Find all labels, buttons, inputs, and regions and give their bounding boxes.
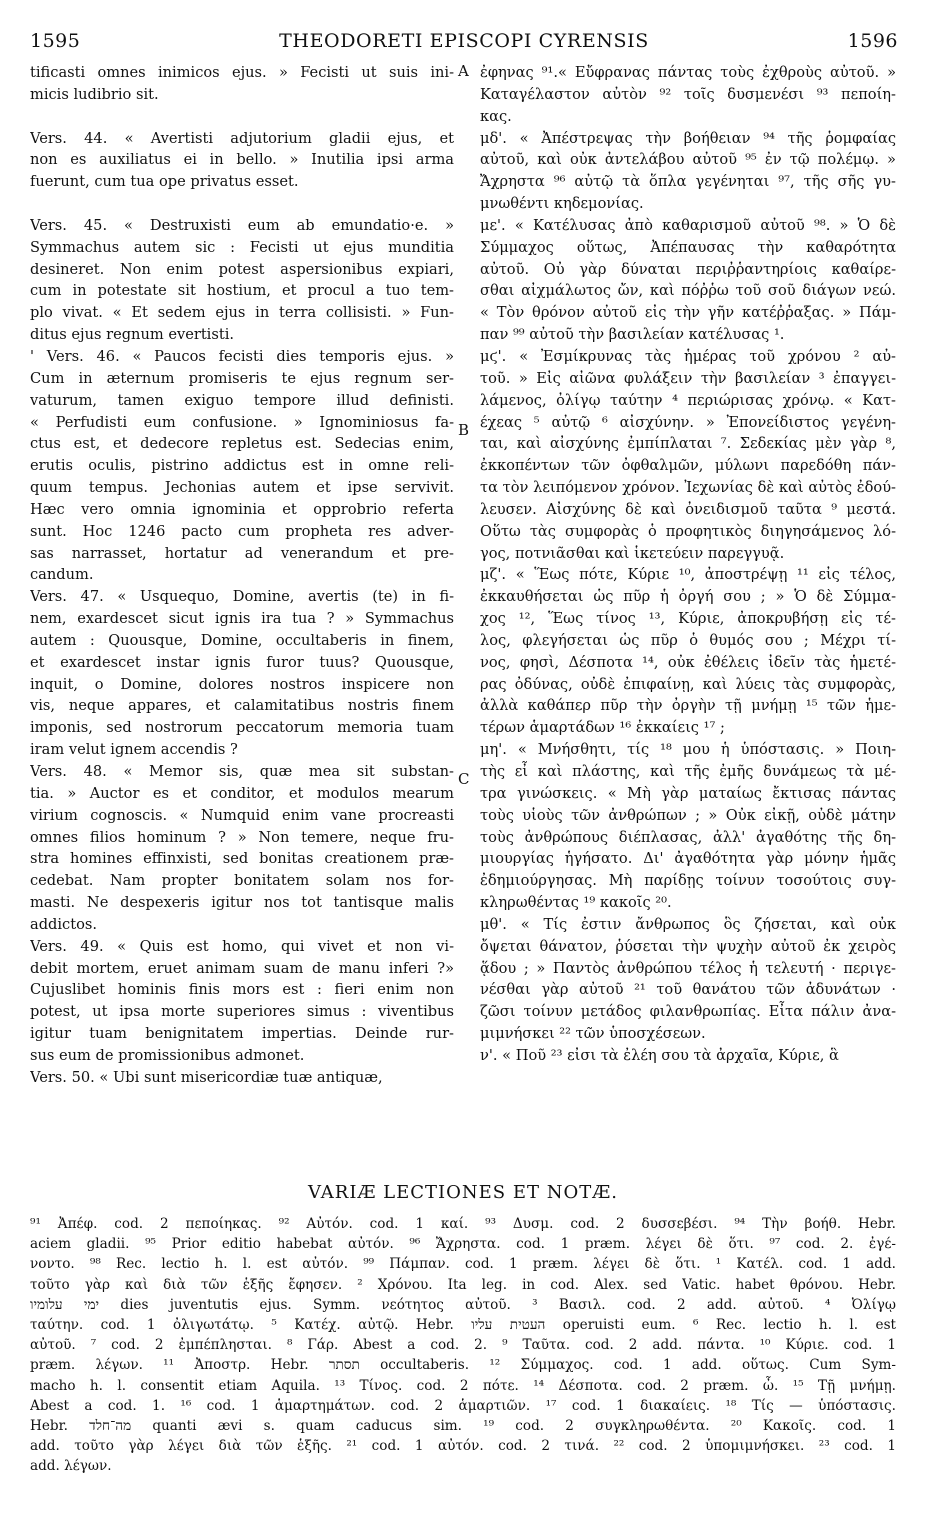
greek-text-line: κληρωθέντας ¹⁹ κακοῖς ²⁰.	[480, 894, 672, 912]
latin-text-line: ' Vers. 46. « Paucos fecisti dies temporis ejus. »	[30, 347, 454, 365]
latin-text-line: non es auxiliatus ei in bello. » Inutilia ipsi arma	[30, 151, 454, 169]
greek-text-line: αὐτοῦ, καὶ οὐκ ἀντελάβου αὐτοῦ ⁹⁵ ἐν τῷ πολέμῳ. »	[480, 151, 896, 169]
greek-text-line: « Τὸν θρόνον αὐτοῦ εἰς τὴν γῆν κατέῤῥαξας. » Πάμ-	[480, 304, 896, 322]
latin-text-spacer	[30, 193, 454, 215]
greek-text-line: έχεας ⁵ αὐτῷ ⁶ αἰσχύνην. » Ἐπονείδιστος γεγένη-	[480, 413, 896, 431]
latin-text-line: Vers. 49. « Quis est homo, qui vivet et non vi-	[30, 937, 454, 955]
note-line: aciem gladii. ⁹⁵ Prior editio habebat αὐτόν. ⁹⁶ Ἄχρηστα. cod. 1 præm. λέγει δὲ ὅτι. ⁹⁷ cod. 2. ἐγέ-	[30, 1236, 896, 1253]
greek-text-line: λος, φλεγήσεται ὡς πῦρ ὁ θυμός σου ; Μέχρι τί-	[480, 631, 896, 649]
note-line: ταύτην. cod. 1 ὀλιγωτάτῳ. ⁵ Κατέχ. αὐτῷ. Hebr. העטית עליו operuisti eum. ⁶ Rec. lectio h. l. est	[30, 1316, 896, 1333]
running-header	[30, 30, 898, 60]
greek-text-line: μζ'. « Ἕως πότε, Κύριε ¹⁰, ἀποστρέψῃ ¹¹ εἰς τέλος,	[480, 566, 896, 584]
greek-text-line: μη'. « Μνήσθητι, τίς ¹⁸ μου ἡ ὑπόστασις. » Ποιη-	[480, 741, 896, 759]
greek-text-line: τοὺς ἀνθρώπους διέπλασας, ἀλλ' ἀγαθότης τῆς δη-	[480, 828, 896, 846]
greek-text-line: μιουργίας ἡγήσατο. Δι' ἀγαθότητα γὰρ μόνην ἡμᾶς	[480, 850, 896, 868]
greek-text-line: τὴς εἶ καὶ πλάστης, καὶ τῆς ἐμῆς δυνάμεως τὰ μέ-	[480, 763, 896, 780]
latin-text-line: Hæc vero omnia ignominia et opprobrio referta	[30, 500, 454, 518]
latin-text-line: tificasti omnes inimicos ejus. » Fecisti ut suis ini-	[30, 64, 454, 81]
latin-text-line: Vers. 48. « Memor sis, quæ mea sit substan-	[30, 763, 454, 780]
latin-text-line: candum.	[30, 566, 94, 584]
latin-text-line: igitur tuam benignitatem impertias. Deinde rur-	[30, 1025, 454, 1043]
greek-text-line: τοῦ. » Εἰς αἰῶνα φυλάξειν τὴν βασιλείαν ³ ἐπαγγει-	[480, 369, 896, 387]
note-line: macho h. l. consentit etiam Aquila. ¹³ Τίνος. cod. 2 πότε. ¹⁴ Δέσποτα. cod. 2 præm. ὦ. ¹⁵ Τῇ μνήμῃ.	[30, 1377, 896, 1394]
notes-title: VARIÆ LECTIONES ET NOTÆ.	[308, 1182, 618, 1203]
note-line: ⁹¹ Ἀπέφ. cod. 2 πεποίηκας. ⁹² Αὐτόν. cod. 1 καί. ⁹³ Δυσμ. cod. 2 δυσσεβέσι. ⁹⁴ Τὴν βοήθ. Hebr.	[30, 1216, 896, 1232]
greek-text-line: γος, ποτνιᾶσθαι καὶ ἱκετεύειν παρεγγυᾷ.	[480, 544, 785, 562]
latin-text-line: virium cognoscis. « Numquid enim vane procreasti	[30, 806, 454, 824]
note-line: Hebr. מה־חלד quanti ævi s. quam caducus sim. ¹⁹ cod. 2 συγκληρωθέντα. ²⁰ Κακοῖς. cod. 1	[30, 1417, 896, 1434]
greek-text-line: χος ¹², Ἕως τίνος ¹³, Κύριε, ἀποκρυβήσῃ εἰς τέ-	[480, 610, 896, 628]
greek-text-line: μθ'. « Τίς ἐστιν ἄνθρωπος ὃς ζήσεται, καὶ οὐκ	[480, 915, 896, 933]
latin-text-line: vaturum, tamen exiguo tempore illud definisti.	[30, 391, 454, 409]
greek-text-line: μϛ'. « Ἐσμίκρυνας τὰς ἡμέρας τοῦ χρόνου ² αὐ-	[480, 347, 896, 365]
latin-text-line: fuerunt, cum tua ope privatus esset.	[30, 173, 299, 191]
latin-text-line: stra homines effinxisti, sed bonitas creationem præ-	[30, 850, 454, 868]
running-title: THEODORETI EPISCOPI CYRENSIS	[279, 30, 649, 52]
greek-text-line: τρα γινώσκεις. « Μὴ γὰρ ματαίως ἔκτισας πάντας	[480, 784, 896, 802]
latin-text-line: Vers. 50. « Ubi sunt misericordiæ tuæ antiquæ,	[30, 1068, 383, 1086]
greek-text-line: ἀλλὰ καθάπερ πῦρ τὴν ὀργὴν τῇ μνήμῃ ¹⁵ τῶν ἡμε-	[480, 697, 896, 715]
latin-text-line: Vers. 44. « Avertisti adjutorium gladii ejus, et	[30, 129, 454, 147]
latin-text-line: et exardescet instar ignis furor tuus? Quousque,	[30, 653, 454, 671]
latin-text-line: potest, ut ipsa morte superiores simus : viventibus	[30, 1003, 454, 1021]
greek-text-line: τοὺς υἱοὺς τῶν ἀνθρώπων ; » Οὐκ εἰκῇ, οὐδὲ μάτην	[480, 806, 896, 824]
greek-text-line: Ἄχρηστα ⁹⁶ αὐτῷ τὰ ὅπλα γεγένηται ⁹⁷, τῆς σῆς γυ-	[480, 173, 896, 191]
greek-column	[480, 62, 896, 1067]
latin-text-line: nem, exardescet sicut ignis ira tua ? » Symmachus	[30, 610, 454, 628]
greek-text-line: μδ'. « Ἀπέστρεψας τὴν βοήθειαν ⁹⁴ τῆς ῥομφαίας	[480, 129, 896, 147]
note-line: νοντο. ⁹⁸ Rec. lectio h. l. est αὐτόν. ⁹⁹ Πάμπαν. cod. 1 præm. λέγει δὲ ὅτι. ¹ Κατέλ. cod. 1 add.	[30, 1256, 896, 1273]
latin-text-line: micis ludibrio sit.	[30, 85, 159, 103]
latin-column	[30, 62, 454, 1089]
latin-text-line: debit mortem, eruet animam suam de manu inferi ?»	[30, 959, 454, 977]
greek-text-line: ὄψεται θάνατον, ῥύσεται τὴν ψυχὴν αὐτοῦ ἐκ χειρὸς	[480, 937, 896, 955]
greek-text-line: ἐκκαυθήσεται ὡς πῦρ ἡ ὀργή σου ; » Ὁ δὲ Σύμμα-	[480, 588, 896, 606]
note-line: τοῦτο γὰρ καὶ διὰ τῶν ἑξῆς ἔφησεν. ² Χρόνου. Ita leg. in cod. Alex. sed Vatic. habet θρόνου. Hebr.	[30, 1276, 896, 1293]
latin-text-line: sus eum de promissionibus admonet.	[30, 1046, 305, 1064]
greek-text-line: ἐδημιούργησας. Μὴ παρίδῃς τοίνυν τοσούτοις συγ-	[480, 872, 896, 890]
margin-letter-c: C	[458, 770, 470, 788]
page-number-right: 1596	[847, 30, 898, 52]
note-line: præm. λέγων. ¹¹ Ἀποστρ. Hebr. תסתר occultaberis. ¹² Σύμμαχος. cod. 1 add. οὕτως. Cum Sym-	[30, 1357, 896, 1374]
page-number-left: 1595	[30, 30, 81, 52]
greek-text-line: Καταγέλαστον αὐτὸν ⁹² τοῖς δυσμενέσι ⁹³ πεποίη-	[480, 85, 896, 103]
greek-text-line: παν ⁹⁹ αὐτοῦ τὴν βασιλείαν κατέλυσας ¹.	[480, 326, 785, 344]
latin-text-line: Vers. 45. « Destruxisti eum ab emundatio·e. »	[30, 216, 454, 234]
latin-text-line: iram velut ignem accendis ?	[30, 741, 238, 759]
latin-text-line: Symmachus autem sic : Fecisti ut ejus munditia	[30, 238, 454, 256]
latin-text-line: imponis, sed nostrorum peccatorum memoria tuam	[30, 719, 454, 737]
greek-text-line: ν'. « Ποῦ ²³ εἰσι τὰ ἐλέη σου τὰ ἀρχαῖα, Κύριε, ἃ	[480, 1046, 839, 1064]
margin-letter-b: B	[458, 421, 470, 439]
latin-text-line: Vers. 47. « Usquequo, Domine, avertis (te) in fi-	[30, 588, 454, 606]
latin-text-line: inquit, o Domine, dolores nostros inspicere non	[30, 675, 454, 693]
latin-text-line: omnes filios hominum ? » Non temere, neque fru-	[30, 828, 454, 846]
latin-text-line: sas narrasset, hortatur ad venerandum et pre-	[30, 544, 454, 562]
note-line: add. τοῦτο γὰρ λέγει διὰ τῶν ἑξῆς. ²¹ cod. 1 αὐτόν. cod. 2 τινά. ²² cod. 2 ὑπομιμνήσκει. ²³ cod. 1	[30, 1438, 896, 1455]
latin-text-line: cedebat. Nam propter bonitatem solam nos for-	[30, 872, 454, 890]
latin-text-spacer	[30, 106, 454, 128]
greek-text-line: μνωθέντι κηδεμονίας.	[480, 195, 644, 213]
latin-text-line: addictos.	[30, 915, 98, 933]
latin-text-line: autem : Quousque, Domine, occultaberis in finem,	[30, 631, 454, 649]
latin-text-line: vis, neque appares, et calamitatibus nostris finem	[30, 697, 454, 715]
latin-text-line: erutis oculis, pistrino addictus est in omne reli-	[30, 457, 454, 475]
greek-text-line: κας.	[480, 107, 512, 125]
greek-text-line: τα τὸν λειπόμενον χρόνον. Ἰεχωνίας δὲ καὶ αὐτὸς ἐδού-	[480, 479, 896, 497]
greek-text-line: Σύμμαχος οὕτως, Ἀπέπαυσας τὴν καθαρότητα	[480, 238, 896, 256]
greek-text-line: ἐκκοπέντων τῶν ὀφθαλμῶν, μύλωνι παρεδόθη πάν-	[480, 457, 896, 475]
greek-text-line: ρας ὀδύνας, οὐδὲ ἐπιφαίνῃ, καὶ λύεις τὰς συμφορὰς,	[480, 675, 896, 693]
latin-text-line: plo vivat. « Et sedem ejus in terra collisisti. » Fun-	[30, 304, 454, 322]
variant-readings-notes	[30, 1214, 896, 1476]
latin-text-line: masti. Ne despexeris igitur nos tot tantisque malis	[30, 894, 454, 912]
greek-text-line: μιμνήσκει ²² τῶν ὑποσχέσεων.	[480, 1025, 706, 1043]
latin-text-line: cum in potestate sit hostium, et procul a tuo tem-	[30, 282, 454, 300]
latin-text-line: Cum in æternum promiseris te ejus regnum ser-	[30, 369, 454, 387]
note-line: αὐτοῦ. ⁷ cod. 2 ἐμπέπλησται. ⁸ Γάρ. Abest a cod. 2. ⁹ Ταῦτα. cod. 2 add. πάντα. ¹⁰ Κύριε. cod. 1	[30, 1337, 896, 1354]
greek-text-line: ται, καὶ αἰσχύνης ἐμπίπλαται ⁷. Σεδεκίας μὲν γὰρ ⁸,	[480, 435, 896, 453]
latin-text-line: ditus ejus regnum evertisti.	[30, 326, 235, 344]
greek-text-line: λάμενος, ὀλίγῳ ταύτην ⁴ περιώρισας χρόνῳ. « Κατ-	[480, 391, 896, 409]
latin-text-line: tia. » Auctor es et conditor, et modulos mearum	[30, 784, 454, 802]
latin-text-line: Cujuslibet hominis finis mors est : fieri enim non	[30, 981, 454, 999]
greek-text-line: ᾅδου ; » Παντὸς ἀνθρώπου τέλος ἡ τελευτή · περιγε-	[480, 959, 896, 977]
margin-letter-a: A	[458, 62, 469, 80]
latin-text-line: « Perfudisti eum confusione. » Ignominiosus fa-	[30, 413, 454, 431]
note-line: add. λέγων.	[30, 1458, 112, 1475]
greek-text-line: νέσθαι γὰρ αὐτοῦ ²¹ τοῦ θανάτου τῶν ἀδυνάτων ·	[480, 981, 896, 999]
greek-text-line: ἐφηνας ⁹¹.« Εὔφρανας πάντας τοὺς ἐχθροὺς αὐτοῦ. »	[480, 64, 896, 81]
greek-text-line: νος, φησὶ, Δέσποτα ¹⁴, οὐκ ἐθέλεις ἰδεῖν τὰς ἡμετέ-	[480, 653, 896, 671]
greek-text-line: με'. « Κατέλυσας ἀπὸ καθαρισμοῦ αὐτοῦ ⁹⁸. » Ὁ δὲ	[480, 216, 896, 234]
greek-text-line: αὐτοῦ. Οὐ γὰρ δύναται περιῤῥαντηρίοις καθαίρε-	[480, 260, 896, 278]
greek-text-line: ζῶσι τοίνυν μετάδος φιλανθρωπίας. Εἶτα πάλιν ἀνα-	[480, 1003, 896, 1021]
greek-text-line: λευσεν. Αἰσχύνης δὲ καὶ ὀνειδισμοῦ ταῦτα ⁹ μεστά.	[480, 500, 896, 518]
latin-text-line: sunt. Hoc 1246 pacto cum propheta res adver-	[30, 522, 454, 540]
note-line: ימי עלומיו dies juventutis ejus. Symm. νεότητος αὐτοῦ. ³ Βασιλ. cod. 2 add. αὐτοῦ. ⁴ Ὀλίγῳ	[30, 1296, 896, 1313]
greek-text-line: Οὕτω τὰς συμφορὰς ὁ προφητικὸς διηγησάμενος λό-	[480, 522, 896, 540]
greek-text-line: σθαι αἰχμάλωτος ὤν, καὶ πόῤῥω τοῦ σοῦ διάγων νεώ.	[480, 282, 896, 300]
latin-text-line: ctus est, et dedecore repletus est. Sedecias enim,	[30, 435, 454, 453]
latin-text-line: desineret. Non enim potest aspersionibus expiari,	[30, 260, 454, 278]
greek-text-line: τέρων ἁμαρτάδων ¹⁶ ἐκκαίεις ¹⁷ ;	[480, 719, 725, 737]
note-line: Abest a cod. 1. ¹⁶ cod. 1 ἁμαρτημάτων. cod. 2 ἁμαρτιῶν. ¹⁷ cod. 1 διακαίεις. ¹⁸ Τίς — ὑπόστασις.	[30, 1397, 896, 1414]
latin-text-line: quum tempus. Jechonias autem et ipse servivit.	[30, 479, 454, 497]
